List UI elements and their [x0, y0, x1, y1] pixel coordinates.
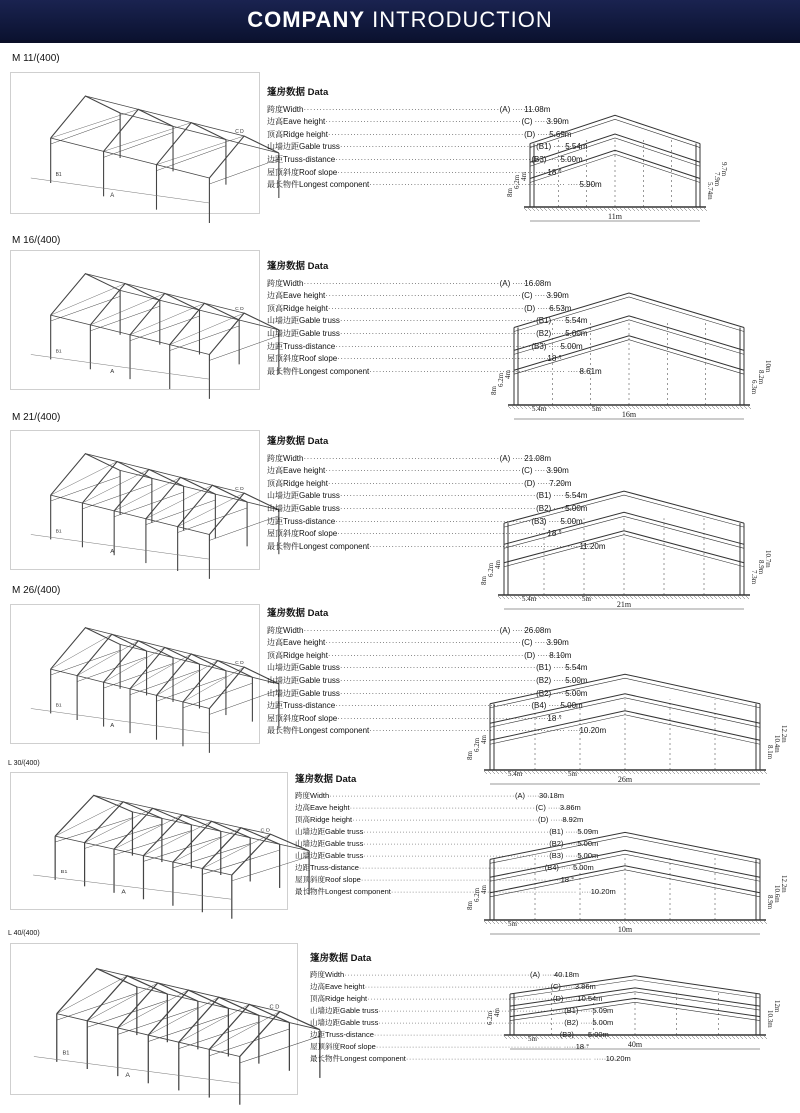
spec-label: 山墙边距Gable truss	[310, 1018, 379, 1027]
spec-row	[295, 814, 584, 826]
spec-heading: 篷房数据 Data	[267, 261, 329, 272]
model-label: L 40/(400)	[8, 930, 40, 937]
spec-row	[310, 993, 603, 1005]
tent-elevation-drawing	[466, 640, 786, 790]
spec-value: 5.90m	[579, 180, 602, 190]
height-dimension-left: 6.2m	[513, 174, 521, 189]
height-dimension-left: 4m	[504, 370, 512, 379]
spec-key: (B1)	[536, 491, 552, 501]
spec-label: 边高Eave height	[310, 982, 365, 991]
spec-value: 5.00m	[565, 328, 588, 338]
spec-label: 顶高Ridge height	[310, 994, 368, 1003]
spec-value: 5.54m	[565, 316, 588, 326]
height-dimension-right: 12m	[773, 1000, 781, 1013]
spec-key: (B4)	[544, 863, 559, 872]
spec-value: 5.00m	[565, 675, 588, 685]
spec-value: 8.61m	[579, 366, 602, 376]
spec-row	[267, 662, 588, 675]
spec-key: (C)	[521, 117, 533, 127]
spec-key: (B2)	[549, 839, 564, 848]
spec-value: 10.20m	[579, 726, 607, 736]
leader-dots	[303, 104, 499, 117]
tent-perspective-drawing	[10, 250, 260, 390]
tent-frame-sketch	[11, 605, 259, 743]
leader-dots	[335, 154, 531, 167]
height-dimension-left: 8m	[466, 751, 474, 760]
spec-value: 18 °	[560, 875, 575, 884]
spec-key: (B1)	[564, 1006, 579, 1015]
spec-label: 山墙边距Gable truss	[295, 827, 364, 836]
spec-key: (C)	[535, 803, 546, 812]
spec-row	[267, 478, 572, 491]
height-dimension-right: 8.2m	[757, 370, 765, 385]
bay-dimension: 5m	[592, 405, 601, 413]
spec-row	[267, 541, 606, 554]
spec-label: 边高Eave height	[267, 291, 326, 301]
spec-label: 顶高Ridge height	[267, 650, 328, 660]
spec-key: (B3)	[531, 154, 547, 164]
spec-row	[267, 700, 583, 713]
spec-label: 山墙边距Gable truss	[267, 675, 340, 685]
spec-label: 山墙边距Gable truss	[267, 142, 340, 152]
tent-perspective-drawing	[10, 430, 260, 570]
spec-label: 最长物件Longest component	[310, 1054, 406, 1063]
spec-label: 屋顶斜度Roof slope	[267, 529, 338, 539]
spec-label: 山墙边距Gable truss	[267, 663, 340, 673]
spec-value: 18 °	[547, 713, 562, 723]
height-dimension-right: 8.9m	[757, 560, 765, 575]
spec-label: 屋顶斜度Roof slope	[295, 875, 361, 884]
spec-label: 边距Truss-distance	[267, 516, 336, 526]
spec-value: 3.86m	[559, 803, 581, 812]
spec-value: 8.92m	[562, 815, 584, 824]
spec-row	[267, 675, 588, 688]
height-dimension-right: 12.2m	[780, 725, 788, 743]
spec-value: 11.20m	[579, 541, 606, 551]
spec-key: (B2)	[536, 688, 552, 698]
spec-label: 边高Eave height	[267, 466, 326, 476]
svg-text:C D: C D	[260, 827, 270, 834]
spec-value: 6.53m	[549, 303, 572, 313]
leader-dots	[303, 278, 499, 291]
spec-value: 5.00m	[565, 688, 588, 698]
bay-dimension: 5.4m	[532, 405, 547, 413]
spec-row	[267, 141, 588, 154]
height-dimension-left: 4m	[493, 1008, 501, 1017]
spec-row	[267, 129, 572, 142]
spec-value: 18 °	[547, 529, 562, 539]
spec-value: 16.08m	[524, 278, 551, 288]
spec-table	[267, 436, 606, 553]
leader-dots	[337, 167, 533, 180]
span-dimension: 10m	[617, 925, 633, 934]
leader-dots	[325, 116, 521, 129]
model-label: M 16/(400)	[12, 235, 61, 246]
spec-value: 5.54m	[565, 663, 588, 673]
spec-key: (C)	[550, 982, 561, 991]
svg-text:C D: C D	[269, 1004, 280, 1011]
spec-value: 5.00m	[560, 341, 583, 351]
spec-value: 5.00m	[577, 839, 599, 848]
svg-text:B1: B1	[62, 1050, 70, 1057]
height-dimension-left: 4m	[520, 172, 528, 181]
spec-row	[267, 713, 562, 726]
svg-text:A: A	[110, 549, 115, 556]
spec-key: (B3)	[549, 851, 564, 860]
svg-text:C D: C D	[235, 487, 244, 493]
spec-row	[310, 969, 580, 981]
spec-label: 跨度Width	[295, 791, 330, 800]
spec-label: 山墙边距Gable truss	[267, 503, 340, 513]
height-dimension-left: 4m	[480, 885, 488, 894]
spec-label: 山墙边距Gable truss	[310, 1006, 379, 1015]
spec-key: (B3)	[559, 1030, 574, 1039]
spec-row	[310, 981, 596, 993]
leader-dots	[512, 625, 524, 638]
leader-dots	[303, 625, 499, 638]
page-header	[0, 0, 800, 43]
spec-value: 3.90m	[546, 466, 569, 476]
spec-label: 顶高Ridge height	[295, 815, 353, 824]
svg-text:C D: C D	[235, 128, 244, 136]
spec-row	[267, 490, 588, 503]
spec-row	[267, 503, 588, 516]
spec-label: 屋顶斜度Roof slope	[267, 354, 338, 364]
spec-key: (A)	[515, 791, 526, 800]
tent-elevation-drawing	[506, 82, 726, 227]
spec-value: 18 °	[547, 354, 562, 364]
tent-frame-sketch	[11, 251, 259, 389]
svg-text:A: A	[110, 723, 115, 730]
spec-heading: 篷房数据 Data	[310, 953, 372, 964]
spec-label: 顶高Ridge height	[267, 478, 328, 488]
height-dimension-right: 10m	[764, 360, 772, 373]
spec-label: 边高Eave height	[295, 803, 350, 812]
height-dimension-right: 6.3m	[750, 380, 758, 395]
spec-value: 7.20m	[549, 478, 572, 488]
spec-key: (D)	[552, 994, 564, 1003]
height-dimension-left: 4m	[494, 560, 502, 569]
height-dimension-left: 8m	[506, 188, 514, 197]
svg-text:A: A	[125, 1072, 130, 1079]
svg-text:B1: B1	[55, 529, 62, 535]
spec-row	[267, 725, 607, 738]
height-dimension-right: 9.7m	[720, 162, 728, 177]
spec-heading: 篷房数据 Data	[295, 774, 357, 785]
spec-label: 屋顶斜度Roof slope	[267, 713, 338, 723]
spec-row	[310, 1041, 590, 1053]
spec-label: 山墙边距Gable truss	[295, 851, 364, 860]
leader-dots	[328, 129, 524, 142]
spec-value: 5.09m	[577, 827, 599, 836]
spec-value: 3.86m	[574, 982, 596, 991]
spec-value: 5.00m	[560, 516, 583, 526]
spec-label: 跨度Width	[310, 970, 345, 979]
span-dimension: 40m	[627, 1040, 643, 1049]
page-title: COMPANY INTRODUCTION	[247, 7, 553, 32]
spec-label: 屋顶斜度Roof slope	[267, 167, 338, 177]
svg-text:A: A	[110, 369, 115, 376]
spec-row	[267, 104, 551, 117]
spec-row	[267, 303, 572, 316]
spec-row	[267, 625, 551, 638]
spec-value: 5.00m	[560, 701, 583, 711]
spec-row	[267, 328, 588, 341]
bay-dimension: 5.4m	[522, 595, 537, 603]
spec-key: (D)	[524, 303, 536, 313]
spec-key: (B3)	[531, 516, 547, 526]
spec-heading: 篷房数据 Data	[267, 87, 329, 98]
spec-label: 跨度Width	[267, 104, 304, 114]
spec-label: 跨度Width	[267, 453, 304, 463]
bay-dimension: 5m	[568, 770, 577, 778]
height-dimension-left: 6.2m	[473, 887, 481, 902]
height-dimension-right: 10.7m	[764, 550, 772, 568]
spec-value: 10.20m	[605, 1054, 631, 1063]
spec-value: 5.54m	[565, 491, 588, 501]
spec-key: (A)	[530, 970, 541, 979]
spec-label: 山墙边距Gable truss	[267, 491, 340, 501]
spec-key: (B3)	[531, 341, 547, 351]
spec-value: 5.00m	[577, 851, 599, 860]
spec-value: 26.08m	[524, 625, 551, 635]
spec-row	[267, 290, 569, 303]
spec-label: 边距Truss-distance	[295, 863, 359, 872]
spec-key: (A)	[499, 625, 511, 635]
spec-value: 5.00m	[572, 863, 594, 872]
spec-value: 5.00m	[565, 503, 588, 513]
spec-label: 最长物件Longest component	[295, 887, 391, 896]
model-label: M 11/(400)	[12, 53, 60, 64]
svg-text:B1: B1	[55, 349, 62, 355]
spec-value: 3.90m	[546, 117, 569, 127]
height-dimension-right: 8.1m	[766, 745, 774, 760]
height-dimension-right: 10.3m	[766, 1010, 774, 1028]
spec-label: 山墙边距Gable truss	[295, 839, 364, 848]
spec-value: 5.00m	[587, 1030, 609, 1039]
spec-row	[295, 802, 581, 814]
tent-elevation-drawing	[480, 455, 770, 615]
spec-label: 屋顶斜度Roof slope	[310, 1042, 376, 1051]
spec-table	[267, 608, 607, 738]
spec-key: (D)	[537, 815, 549, 824]
spec-row	[267, 154, 583, 167]
tent-perspective-drawing	[10, 772, 288, 910]
height-dimension-right: 7.9m	[713, 172, 721, 187]
height-dimension-left: 6.2m	[486, 1010, 494, 1025]
spec-key: (A)	[499, 453, 511, 463]
tent-elevation-drawing	[490, 255, 770, 425]
spec-value: 5.00m	[592, 1018, 614, 1027]
span-dimension: 26m	[617, 775, 633, 784]
spec-key: (B2)	[564, 1018, 579, 1027]
tent-elevation-drawing	[486, 950, 786, 1055]
spec-label: 边高Eave height	[267, 117, 326, 127]
model-label: L 30/(400)	[8, 760, 40, 767]
spec-label: 顶高Ridge height	[267, 303, 328, 313]
bay-dimension: 5m	[528, 1035, 537, 1043]
spec-row	[295, 874, 575, 886]
spec-value: 5.00m	[560, 154, 583, 164]
spec-key: (A)	[499, 278, 511, 288]
spec-key: (B1)	[536, 142, 552, 152]
height-dimension-left: 4m	[480, 735, 488, 744]
bay-dimension: 5m	[582, 595, 591, 603]
spec-label: 最长物件Longest component	[267, 541, 370, 551]
tent-frame-sketch	[11, 73, 259, 213]
tent-elevation-drawing	[466, 800, 786, 940]
spec-key: (A)	[499, 104, 511, 114]
spec-row	[295, 862, 594, 874]
spec-value: 18 °	[547, 167, 562, 177]
spec-label: 边距Truss-distance	[267, 701, 336, 711]
height-dimension-left: 6.2m	[497, 372, 505, 387]
spec-value: 8.10m	[549, 650, 572, 660]
span-dimension: 11m	[608, 212, 622, 221]
spec-label: 山墙边距Gable truss	[267, 688, 340, 698]
height-dimension-left: 6.2m	[487, 562, 495, 577]
spec-value: 10.20m	[590, 887, 616, 896]
spec-row	[267, 688, 588, 701]
svg-text:B1: B1	[55, 703, 62, 709]
height-dimension-left: 8m	[466, 901, 474, 910]
spec-value: 18 °	[575, 1042, 590, 1051]
spec-heading: 篷房数据 Data	[267, 436, 329, 447]
spec-row	[267, 465, 569, 478]
spec-key: (B4)	[531, 701, 547, 711]
spec-label: 山墙边距Gable truss	[267, 328, 340, 338]
spec-row	[267, 516, 583, 529]
spec-row	[267, 353, 562, 366]
spec-label: 最长物件Longest component	[267, 366, 370, 376]
spec-value: 5.54m	[565, 142, 588, 152]
bay-dimension: 5.4m	[508, 770, 523, 778]
spec-key: (B1)	[536, 663, 552, 673]
spec-row	[267, 637, 569, 650]
spec-row	[267, 315, 588, 328]
spec-value: 30.18m	[539, 791, 565, 800]
spec-value: 10.54m	[577, 994, 603, 1003]
spec-row	[295, 850, 599, 862]
spec-label: 最长物件Longest component	[267, 180, 370, 190]
span-dimension: 21m	[616, 600, 632, 609]
tent-frame-sketch	[11, 944, 297, 1094]
spec-row	[295, 826, 599, 838]
spec-label: 跨度Width	[267, 278, 304, 288]
svg-text:C D: C D	[235, 661, 244, 667]
spec-value: 3.90m	[546, 638, 569, 648]
spec-value: 40.18m	[554, 970, 580, 979]
height-dimension-right: 7.3m	[750, 570, 758, 585]
height-dimension-left: 6.2m	[473, 737, 481, 752]
spec-table	[267, 261, 602, 378]
spec-key: (B2)	[536, 328, 552, 338]
spec-row	[295, 790, 565, 802]
height-dimension-right: 10.6m	[773, 885, 781, 903]
height-dimension-left: 8m	[480, 576, 488, 585]
svg-text:A: A	[121, 888, 126, 896]
spec-row	[295, 838, 599, 850]
spec-row	[267, 650, 572, 663]
model-label: M 26/(400)	[12, 585, 61, 596]
tent-perspective-drawing	[10, 604, 260, 744]
height-dimension-right: 12.2m	[780, 875, 788, 893]
spec-label: 山墙边距Gable truss	[267, 316, 340, 326]
spec-row	[267, 528, 562, 541]
height-dimension-right: 5.74m	[706, 182, 714, 200]
svg-text:B1: B1	[60, 869, 68, 875]
tent-perspective-drawing	[10, 943, 298, 1095]
svg-text:B1: B1	[55, 171, 62, 179]
spec-key: (C)	[521, 291, 533, 301]
spec-row	[310, 1053, 631, 1065]
spec-key: (B2)	[536, 503, 552, 513]
spec-label: 边距Truss-distance	[310, 1030, 374, 1039]
spec-key: (C)	[521, 638, 533, 648]
spec-value: 5.69m	[549, 129, 572, 139]
spec-key: (C)	[521, 466, 533, 476]
spec-value: 11.08m	[524, 104, 551, 114]
spec-key: (B2)	[536, 675, 552, 685]
spec-row	[267, 116, 569, 129]
spec-row	[267, 341, 583, 354]
spec-label: 顶高Ridge height	[267, 129, 328, 139]
leader-dots	[303, 453, 499, 466]
spec-key: (D)	[524, 478, 536, 488]
spec-label: 跨度Width	[267, 625, 304, 635]
spec-row	[267, 453, 551, 466]
spec-value: 21.08m	[524, 453, 551, 463]
svg-text:C D: C D	[235, 307, 244, 313]
tent-frame-sketch	[11, 773, 287, 909]
spec-key: (B1)	[536, 316, 552, 326]
spec-value: 5.09m	[592, 1006, 614, 1015]
spec-label: 最长物件Longest component	[267, 726, 370, 736]
spec-key: (D)	[524, 650, 536, 660]
bay-dimension: 5m	[508, 920, 517, 928]
spec-key: (B1)	[549, 827, 564, 836]
spec-label: 边距Truss-distance	[267, 154, 336, 164]
height-dimension-right: 8.9m	[766, 895, 774, 910]
height-dimension-left: 8m	[490, 386, 498, 395]
spec-heading: 篷房数据 Data	[267, 608, 329, 619]
spec-key: (D)	[524, 129, 536, 139]
spec-label: 边高Eave height	[267, 638, 326, 648]
spec-value: 3.90m	[546, 291, 569, 301]
model-label: M 21/(400)	[12, 412, 61, 423]
span-dimension: 16m	[621, 410, 637, 419]
svg-text:A: A	[110, 192, 115, 200]
spec-label: 边距Truss-distance	[267, 341, 336, 351]
height-dimension-right: 10.4m	[773, 735, 781, 753]
tent-perspective-drawing	[10, 72, 260, 214]
spec-row	[267, 278, 551, 291]
tent-frame-sketch	[11, 431, 259, 569]
